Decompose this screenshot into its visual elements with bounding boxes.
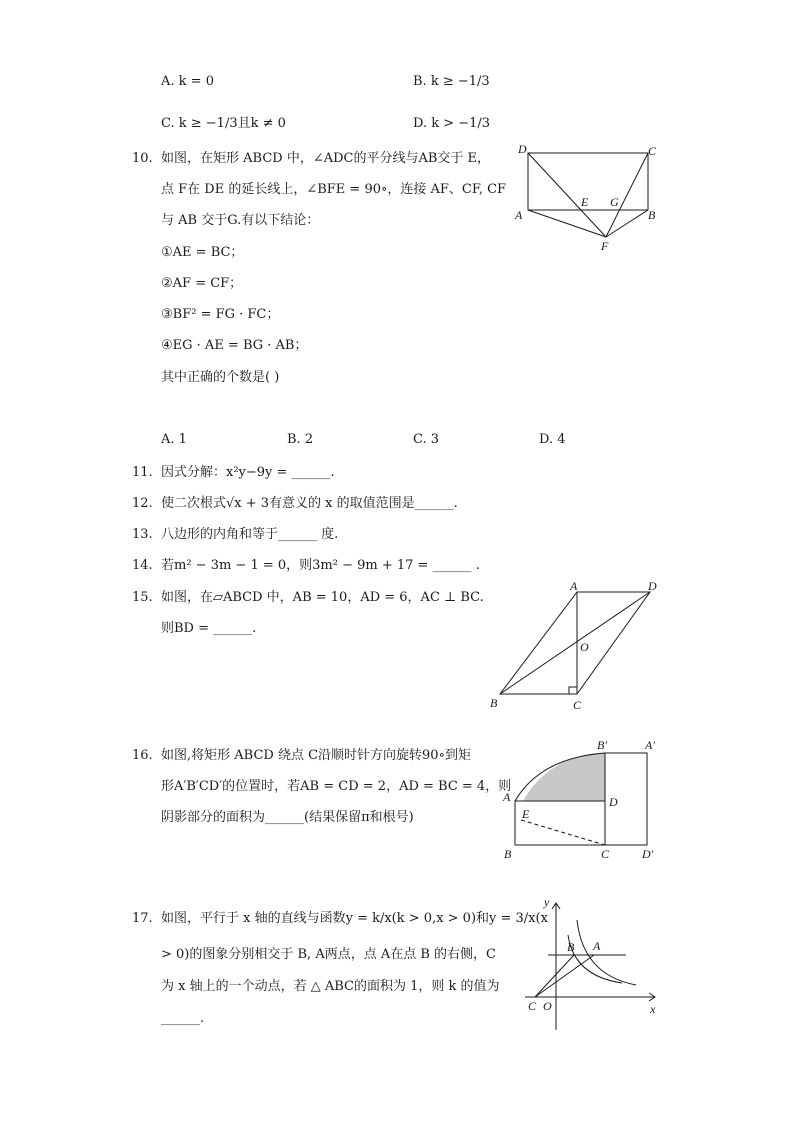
q10-conclusion-4: ④EG · AE = BG · AB；: [161, 338, 308, 353]
q17-x-arrow: [649, 993, 655, 1001]
q16-dashed-line: [521, 820, 605, 845]
q17-label-o: O: [543, 999, 552, 1013]
q10-label-b: B: [648, 208, 656, 222]
q17-y-arrow: [552, 903, 560, 909]
q17-segment-ca: [535, 955, 594, 997]
q15-label-b: B: [490, 696, 498, 710]
q10-line-3: 与 AB 交于G.有以下结论：: [161, 213, 320, 228]
q17-label-c: C: [528, 999, 537, 1013]
q9-option-c: C. k ≥ −1/3且k ≠ 0: [161, 116, 286, 131]
q10-option-c: C. 3: [413, 432, 440, 447]
q10-line-bf: [606, 210, 648, 237]
q10-line-2: 点 F在 DE 的延长线上，∠BFE = 90∘，连接 AF、CF, CF: [161, 182, 507, 197]
q17-curve-3: [577, 920, 636, 985]
q16-label-b: B: [504, 847, 512, 861]
q15-label-a: A: [570, 579, 578, 593]
q10-option-d: D. 4: [539, 432, 566, 447]
q15-label-c: C: [573, 698, 582, 712]
q17-curve-k: [568, 935, 622, 983]
q17-segment-cb: [535, 955, 574, 997]
q16-arc: [515, 753, 605, 801]
q16-label-a-prime: A′: [645, 738, 655, 752]
q17-line-1: 如图，平行于 x 轴的直线与函数y = k/x(k > 0,x > 0)和y = 3/x(x: [161, 911, 548, 926]
q10-conclusion-3: ③BF² = FG · FC；: [161, 307, 280, 322]
q10-line-cf: [606, 153, 648, 237]
q17-line-3: 为 x 轴上的一个动点，若 △ ABC的面积为 1，则 k 的值为: [161, 979, 500, 994]
q9-option-b: B. k ≥ −1/3: [413, 74, 490, 89]
q14-number: 14.: [132, 558, 153, 573]
q16-rect-abcd: [515, 801, 605, 845]
q10-label-f: F: [601, 239, 609, 253]
q10-label-e: E: [581, 195, 589, 209]
q9-option-d: D. k > −1/3: [413, 116, 491, 131]
q16-label-c: C: [601, 847, 610, 861]
q10-line-df: [528, 153, 606, 237]
q17-label-x: x: [650, 1002, 656, 1016]
q11-text: 因式分解：x²y−9y = ______.: [161, 465, 335, 480]
q10-question: 其中正确的个数是( ): [161, 370, 280, 385]
q17-label-b: B: [567, 940, 575, 954]
q17-line-4: ______.: [161, 1011, 205, 1026]
q16-label-b-prime: B′: [597, 738, 607, 752]
q12-text: 使二次根式√x + 3有意义的 x 的取值范围是______.: [161, 496, 458, 511]
q10-line-af: [528, 210, 606, 237]
q10-label-g: G: [610, 195, 619, 209]
q16-shaded-region: [523, 753, 605, 801]
q10-line-1: 如图，在矩形 ABCD 中，∠ADC的平分线与AB交于 E，: [161, 151, 491, 166]
q10-option-a: A. 1: [161, 432, 187, 447]
q15-right-angle-mark: [569, 687, 577, 694]
q16-label-d: D: [609, 795, 618, 809]
q13-number: 13.: [132, 527, 153, 542]
q10-rectangle: [528, 153, 648, 210]
q14-text: 若m² − 3m − 1 = 0，则3m² − 9m + 17 = ______ .: [161, 558, 480, 573]
q10-label-c: C: [648, 144, 657, 158]
q10-conclusion-1: ①AE = BC；: [161, 245, 244, 260]
q16-label-e: E: [522, 807, 530, 821]
q15-diagonal-bd: [500, 592, 650, 694]
q13-text: 八边形的内角和等于______ 度.: [161, 527, 339, 542]
q15-label-o: O: [580, 640, 589, 654]
q17-line-2: > 0)的图象分别相交于 B, A两点，点 A在点 B 的右侧，C: [161, 947, 496, 962]
q16-line-1: 如图,将矩形 ABCD 绕点 C沿顺时针方向旋转90∘到矩: [161, 748, 471, 763]
q15-line-2: 则BD = ______.: [161, 621, 257, 636]
q11-number: 11.: [132, 465, 153, 480]
q16-rect-rotated: [605, 753, 647, 845]
q15-line-1: 如图，在▱ABCD 中，AB = 10，AD = 6，AC ⊥ BC.: [161, 590, 484, 605]
q16-line-2: 形A′B′CD′的位置时，若AB = CD = 2，AD = BC = 4，则: [161, 779, 512, 794]
q17-number: 17.: [132, 911, 153, 926]
q10-label-a: A: [515, 208, 523, 222]
q9-option-a: A. k = 0: [161, 74, 214, 89]
q17-label-y: y: [544, 895, 550, 909]
q15-parallelogram: [500, 592, 650, 694]
q10-label-d: D: [518, 142, 527, 156]
q15-number: 15.: [132, 590, 153, 605]
q17-label-a: A: [593, 939, 601, 953]
q16-line-3: 阴影部分的面积为______(结果保留π和根号): [161, 810, 414, 825]
q12-number: 12.: [132, 496, 153, 511]
q10-option-b: B. 2: [287, 432, 314, 447]
q15-label-d: D: [648, 579, 657, 593]
q10-conclusion-2: ②AF = CF；: [161, 276, 243, 291]
q10-number: 10.: [132, 151, 153, 166]
q16-label-d-prime: D′: [642, 847, 654, 861]
q16-number: 16.: [132, 748, 153, 763]
q16-label-a: A: [503, 790, 511, 804]
